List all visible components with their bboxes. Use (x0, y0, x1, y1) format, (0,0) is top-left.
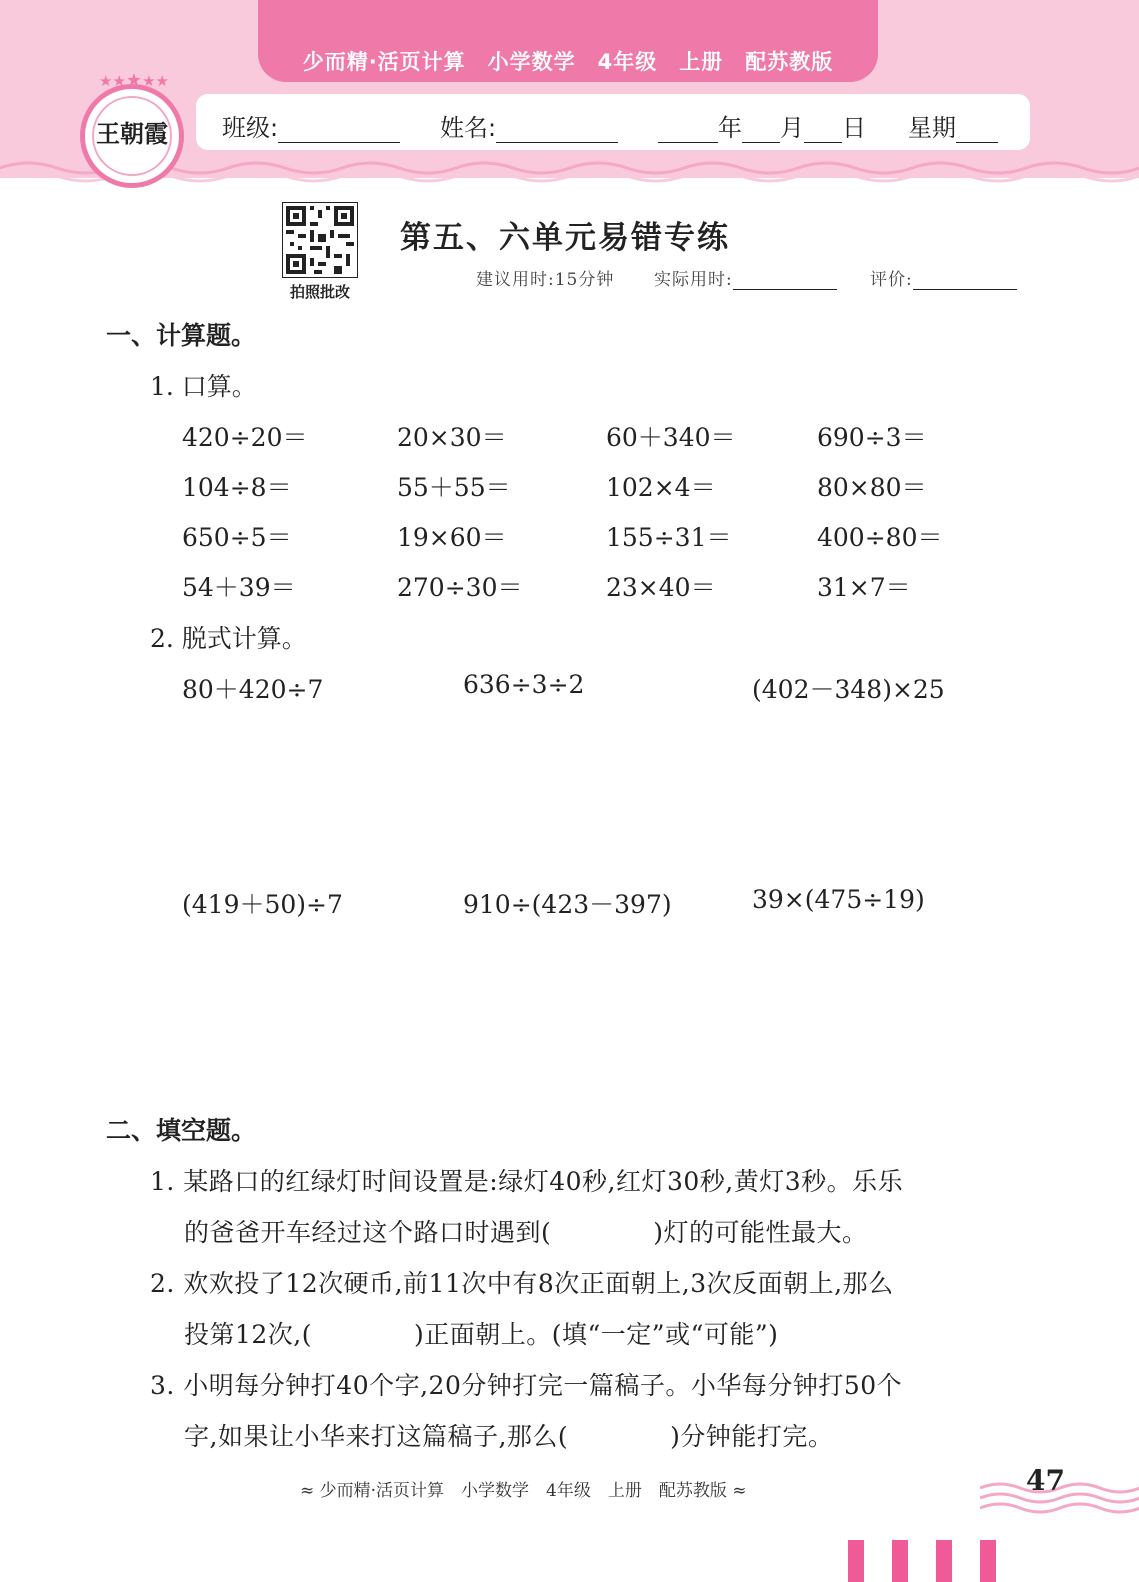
actual-time-field[interactable] (654, 265, 837, 290)
oral-calc-item: 23×40＝ (606, 573, 716, 602)
weekday-blank[interactable] (956, 118, 998, 143)
stepwise-calc-item: 39×(475÷19) (752, 885, 925, 914)
section2-heading: 二、填空题。 (106, 1116, 257, 1145)
date-field[interactable] (658, 108, 866, 143)
oral-calc-item: 31×7＝ (817, 573, 911, 602)
stepwise-calc-item: (419＋50)÷7 (182, 890, 343, 919)
oral-calc-item: 420÷20＝ (182, 423, 308, 452)
oral-calc-item: 400÷80＝ (817, 523, 943, 552)
class-field[interactable] (222, 108, 400, 143)
year-label: 年 (718, 114, 742, 142)
page-number: 47 (1026, 1464, 1065, 1497)
fill-question-3-line2: 字,如果让小华来打这篇稿子,那么( )分钟能打完。 (184, 1422, 834, 1451)
weekday-label: 星期 (908, 114, 956, 142)
fill-question-2-line1: 2. 欢欢投了12次硬币,前11次中有8次正面朝上,3次反面朝上,那么 (150, 1269, 894, 1298)
suggested-time: 建议用时:15分钟 (476, 270, 615, 290)
oral-calc-item: 690÷3＝ (817, 423, 927, 452)
class-blank[interactable] (278, 118, 400, 143)
year-blank[interactable] (658, 118, 718, 143)
name-field[interactable] (440, 108, 618, 143)
section1-heading: 一、计算题。 (106, 321, 257, 350)
oral-calc-item: 60＋340＝ (606, 423, 736, 452)
weekday-field[interactable] (908, 108, 998, 143)
fill-question-1-line2: 的爸爸开车经过这个路口时遇到( )灯的可能性最大。 (184, 1218, 868, 1247)
fill-question-1-line1: 1. 某路口的红绿灯时间设置是:绿灯40秒,红灯30秒,黄灯3秒。乐乐 (150, 1167, 904, 1196)
oral-calc-item: 155÷31＝ (606, 523, 732, 552)
brand-logo-text: 王朝霞 (96, 119, 168, 148)
oral-calc-item: 19×60＝ (397, 523, 507, 552)
oral-calc-item: 54＋39＝ (182, 573, 296, 602)
month-blank[interactable] (742, 118, 780, 143)
footer-bar (980, 1540, 996, 1582)
footer-bar (848, 1540, 864, 1582)
stepwise-calc-item: 80＋420÷7 (182, 675, 324, 704)
qr-code-icon[interactable] (282, 202, 358, 278)
oral-calc-item: 270÷30＝ (397, 573, 523, 602)
fill-question-3-line1: 3. 小明每分钟打40个字,20分钟打完一篇稿子。小华每分钟打50个 (150, 1371, 903, 1400)
qr-label: 拍照批改 (289, 283, 350, 301)
series-banner: 少而精·活页计算 小学数学 4年级 上册 配苏教版 (302, 50, 834, 74)
oral-calc-item: 104÷8＝ (182, 473, 292, 502)
stepwise-calc-item: 910÷(423－397) (463, 890, 672, 919)
footer-bar (936, 1540, 952, 1582)
day-blank[interactable] (804, 118, 842, 143)
oral-calc-item: 80×80＝ (817, 473, 927, 502)
oral-calc-item: 20×30＝ (397, 423, 507, 452)
oral-calc-item: 650÷5＝ (182, 523, 292, 552)
part1-label: 1. 口算。 (150, 372, 257, 401)
stepwise-calc-item: 636÷3÷2 (463, 670, 585, 699)
part2-label: 2. 脱式计算。 (150, 624, 307, 653)
footer-text: ≈ 少而精·活页计算 小学数学 4年级 上册 配苏教版 ≈ (300, 1481, 747, 1501)
footer-bar (892, 1540, 908, 1582)
evaluation-label: 评价: (870, 270, 913, 290)
stepwise-calc-item: (402－348)×25 (752, 675, 945, 704)
fill-question-2-line2: 投第12次,( )正面朝上。(填“一定”或“可能”) (184, 1320, 779, 1349)
evaluation-blank[interactable] (913, 269, 1017, 290)
name-blank[interactable] (496, 118, 618, 143)
class-label: 班级: (222, 114, 279, 142)
oral-calc-item: 102×4＝ (606, 473, 716, 502)
actual-time-label: 实际用时: (654, 270, 733, 290)
page-title: 第五、六单元易错专练 (400, 220, 730, 256)
evaluation-field[interactable] (870, 265, 1017, 290)
day-label: 日 (842, 114, 866, 142)
logo-stars-icon: ★★★★★ (99, 70, 169, 91)
actual-time-blank[interactable] (733, 269, 837, 290)
month-label: 月 (780, 114, 804, 142)
name-label: 姓名: (440, 114, 497, 142)
oral-calc-item: 55＋55＝ (397, 473, 511, 502)
